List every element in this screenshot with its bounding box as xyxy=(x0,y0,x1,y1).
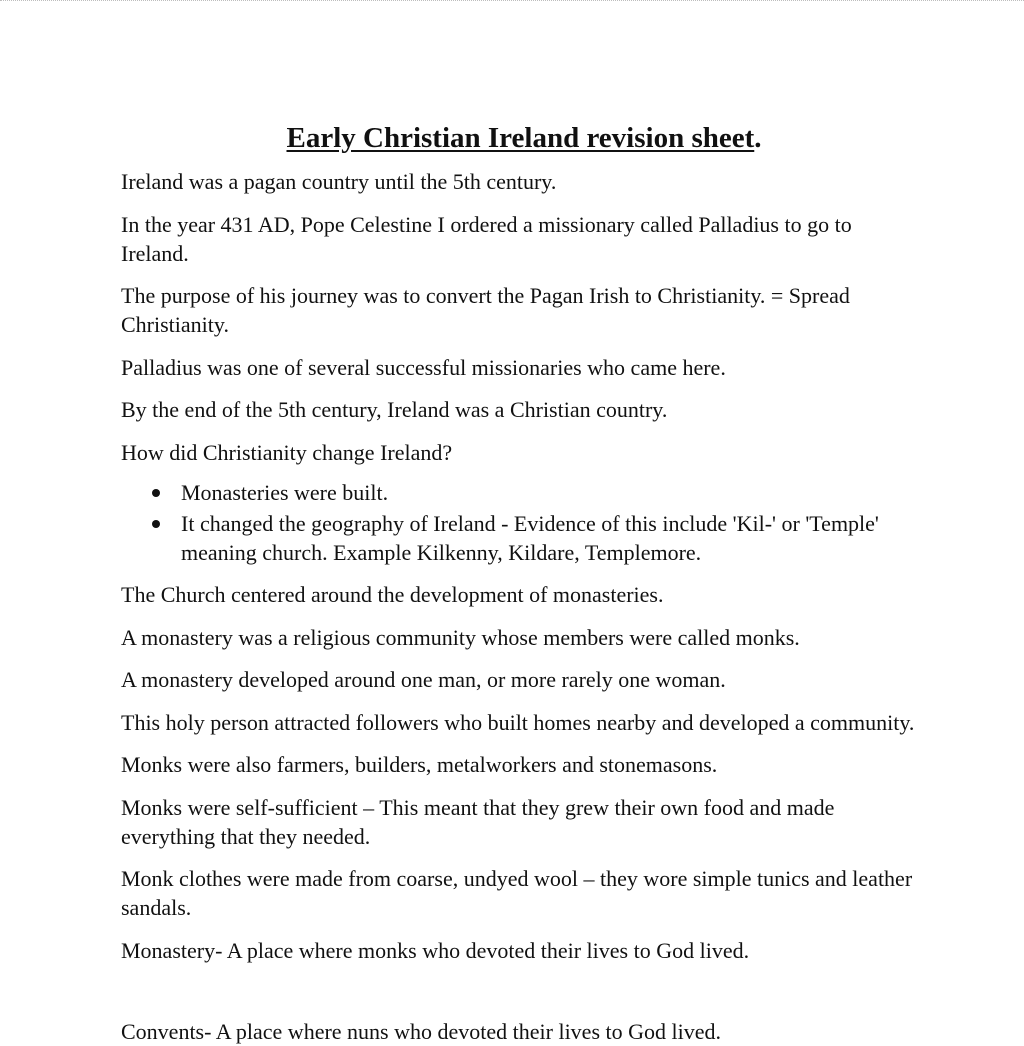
page-top-border xyxy=(0,0,1024,1)
paragraph: Monks were self-sufficient – This meant that they grew their own food and made everything that they needed. xyxy=(121,794,835,849)
list-item-text: It changed the geography of Ireland - Evidence of this include 'Kil-' or 'Temple' meaning church. Example Kilkenny, Kildare, Templemore. xyxy=(181,511,879,565)
bullet-list xyxy=(121,478,921,567)
list-item xyxy=(181,478,921,507)
paragraph: Palladius was one of several successful missionaries who came here. xyxy=(121,354,726,380)
title-text: Early Christian Ireland revision sheet xyxy=(286,122,755,154)
list-item-text: Monasteries were built. xyxy=(181,480,389,505)
paragraph: Ireland was a pagan country until the 5th century. xyxy=(121,169,557,194)
paragraph: This holy person attracted followers who built homes nearby and developed a community. xyxy=(121,709,915,735)
paragraph: Monastery- A place where monks who devoted their lives to God lived. xyxy=(121,937,750,963)
paragraph: The purpose of his journey was to convert the Pagan Irish to Christianity. = Spread Christianity. xyxy=(121,283,850,337)
paragraph: How did Christianity change Ireland? xyxy=(121,439,453,465)
paragraph: A monastery developed around one man, or more rarely one woman. xyxy=(121,667,726,692)
paragraph: Monks were also farmers, builders, metalworkers and stonemasons. xyxy=(121,752,718,777)
paragraph: In the year 431 AD, Pope Celestine I ordered a missionary called Palladius to go to Ireland. xyxy=(121,211,852,266)
bullet-icon xyxy=(152,520,160,528)
title-period: . xyxy=(754,122,762,154)
paragraph: The Church centered around the development of monasteries. xyxy=(121,582,664,607)
paragraph: Monk clothes were made from coarse, undyed wool – they wore simple tunics and leather sandals. xyxy=(121,866,913,920)
cutoff-paragraph: Convents- A place where nuns who devoted their lives to God lived. xyxy=(121,1019,721,1044)
document-title xyxy=(121,118,921,158)
bullet-icon xyxy=(152,489,160,497)
document-page xyxy=(121,118,921,978)
paragraph: By the end of the 5th century, Ireland was a Christian country. xyxy=(121,397,668,422)
paragraph: A monastery was a religious community whose members were called monks. xyxy=(121,624,800,650)
list-item xyxy=(181,509,921,567)
